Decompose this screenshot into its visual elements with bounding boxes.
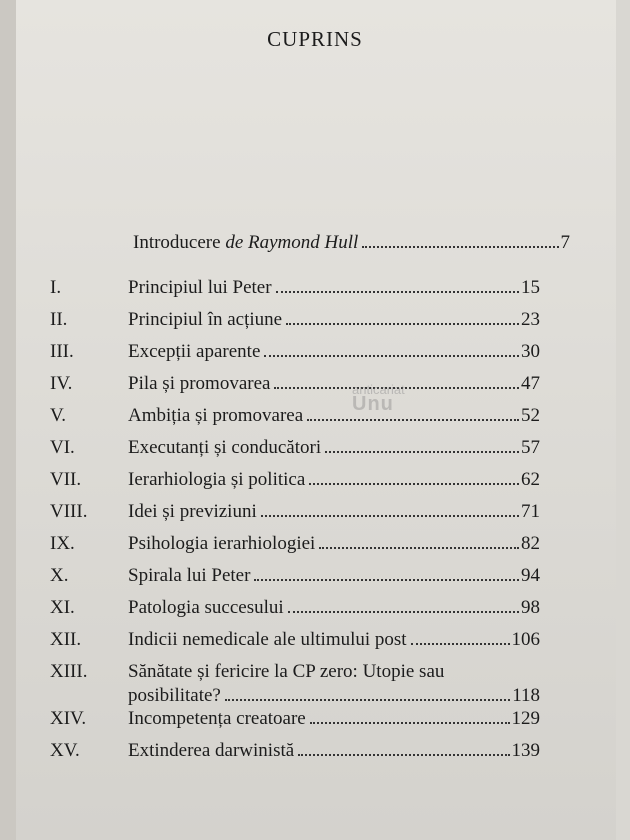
dot-leader: [411, 643, 510, 645]
toc-number: X.: [50, 565, 69, 586]
page-title: CUPRINS: [267, 27, 363, 51]
toc-title: Incompetența creatoare: [128, 708, 306, 729]
toc-entry: [128, 277, 540, 299]
dot-leader: [254, 579, 519, 581]
toc-intro: [133, 232, 570, 254]
toc-entry: [128, 341, 540, 363]
toc-number: VII.: [50, 469, 82, 490]
toc-entry: [128, 685, 540, 707]
page-edge: [0, 0, 16, 840]
dot-leader: [309, 483, 519, 485]
toc-entry: [128, 469, 540, 491]
dot-leader: [325, 451, 519, 453]
toc-title: Ierarhiologia și politica: [128, 469, 306, 490]
dot-leader: [225, 699, 510, 701]
toc-number: II.: [50, 309, 68, 330]
toc-title: Patologia succesului: [128, 597, 284, 618]
toc-title: Principiul lui Peter: [128, 277, 272, 298]
toc-title: Excepții aparente: [128, 341, 261, 362]
toc-entry: [128, 373, 540, 395]
dot-leader: [261, 515, 519, 517]
toc-page-number: 129: [511, 708, 540, 729]
toc-entry: [128, 597, 540, 619]
toc-entry: [128, 533, 540, 555]
dot-leader: [276, 291, 519, 293]
toc-number: VI.: [50, 437, 75, 458]
toc-title: Idei și previziuni: [128, 501, 257, 522]
toc-page-number: 57: [521, 437, 540, 458]
toc-page-number: 47: [521, 373, 540, 394]
toc-entry: [128, 565, 540, 587]
toc-title: Ambiția și promovarea: [128, 405, 304, 426]
toc-number: XI.: [50, 597, 75, 618]
dot-leader: [288, 611, 519, 613]
dot-leader: [310, 722, 510, 724]
dot-leader: [319, 547, 519, 549]
dot-leader: [298, 754, 509, 756]
toc-page-number: 23: [521, 309, 540, 330]
toc-entry: [128, 708, 540, 730]
toc-entry: [128, 740, 540, 762]
toc-page-number: 52: [521, 405, 540, 426]
toc-number: XII.: [50, 629, 82, 650]
toc-page-number: 98: [521, 597, 540, 618]
dot-leader: [362, 246, 558, 248]
toc-title-continued: posibilitate?: [128, 685, 221, 706]
toc-title: Sănătate și fericire la CP zero: Utopie sau: [128, 661, 445, 682]
toc-number: VIII.: [50, 501, 88, 522]
toc-entry: [128, 629, 540, 651]
toc-intro-text: Introducere de Raymond Hull: [133, 232, 359, 253]
toc-page-number: 82: [521, 533, 540, 554]
toc-title: Pila și promovarea: [128, 373, 271, 394]
dot-leader: [286, 323, 519, 325]
toc-number: III.: [50, 341, 74, 362]
toc-intro-page: 7: [560, 232, 570, 253]
toc-title: Executanți și conducători: [128, 437, 322, 458]
toc-number: IV.: [50, 373, 73, 394]
toc-page-number: 94: [521, 565, 540, 586]
toc-title: Extinderea darwinistă: [128, 740, 295, 761]
toc-page-number: 30: [521, 341, 540, 362]
dot-leader: [264, 355, 519, 357]
toc-page-number: 139: [511, 740, 540, 761]
toc-page-number: 118: [512, 685, 540, 706]
toc-number: XV.: [50, 740, 80, 761]
toc-number: I.: [50, 277, 62, 298]
toc-number: V.: [50, 405, 67, 426]
toc-number: IX.: [50, 533, 75, 554]
toc-title: Principiul în acțiune: [128, 309, 283, 330]
toc-number: XIII.: [50, 661, 88, 682]
toc-number: XIV.: [50, 708, 87, 729]
toc-page-number: 71: [521, 501, 540, 522]
dot-leader: [307, 419, 519, 421]
toc-page-number: 62: [521, 469, 540, 490]
toc-entry: [128, 309, 540, 331]
toc-entry: [128, 501, 540, 523]
toc-entry: [128, 437, 540, 459]
toc-title: Indicii nemedicale ale ultimului post: [128, 629, 407, 650]
toc-page-number: 15: [521, 277, 540, 298]
toc-page-number: 106: [511, 629, 540, 650]
toc-title: Spirala lui Peter: [128, 565, 251, 586]
watermark: anticariat Unu: [352, 382, 405, 415]
toc-entry: [128, 405, 540, 427]
toc-title: Psihologia ierarhiologiei: [128, 533, 316, 554]
